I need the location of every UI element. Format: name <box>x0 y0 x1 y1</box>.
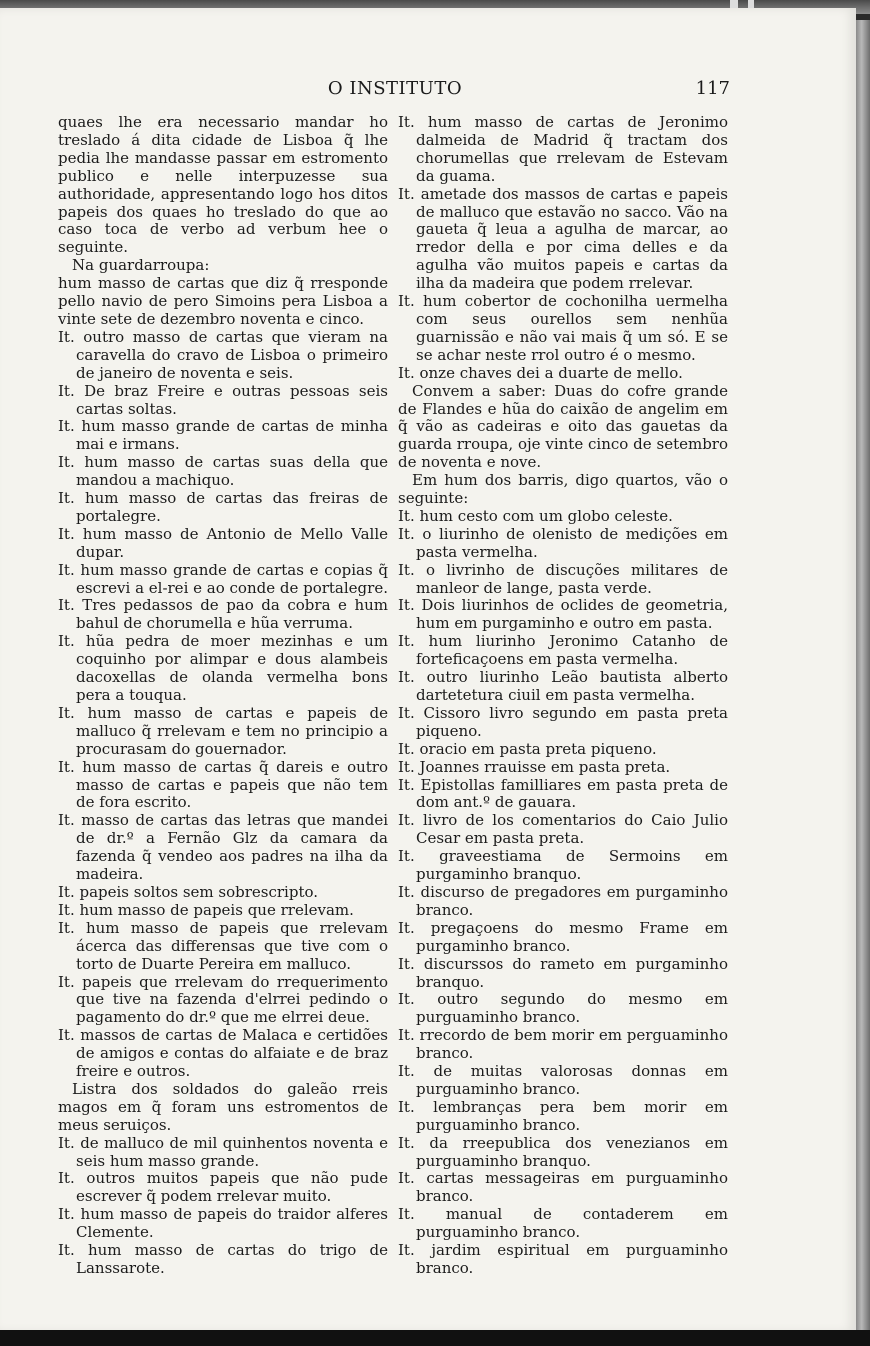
inventory-entry: It. outros muitos papeis que não pude escrever q̃ podem rrelevar muito. <box>58 1169 388 1206</box>
inventory-entry: It. hũa pedra de moer mezinhas e um coquinho por alimpar e dous alambeis dacoxellas de olanda vermelha bons pera a touqua. <box>58 632 388 704</box>
inventory-entry: It. discurssos do rameto em purgaminho branquo. <box>398 954 728 991</box>
inventory-entry: It. lembranças pera bem morir em purguaminho branco. <box>398 1097 728 1134</box>
inventory-entry: It. ametade dos massos de cartas e papeis de malluco que estavão no sacco. Vão na gaueta q̃ leua a agulha de marcar, ao rredor della e por cima delles e da agulha vão muitos papeis e cartas da ilha da madeira que podem rrelevar. <box>398 184 728 293</box>
paragraph: Convem a saber: Duas do cofre grande de Flandes e hũa do caixão de angelim em q̃ vão as cadeiras e oito das gauetas da guarda rroupa, oje vinte cinco de setembro de noventa e nove. <box>398 381 728 472</box>
inventory-entry: It. onze chaves dei a duarte de mello. <box>398 363 683 382</box>
paragraph: Listra dos soldados do galeão rreis magos em q̃ foram uns estromentos de meus seruiços. <box>58 1079 388 1134</box>
inventory-entry: It. hum masso de papeis que rrelevam ácerca das differensas que tive com o torto de Duarte Pereira em malluco. <box>58 918 388 973</box>
inventory-entry: It. da rreepublica dos venezianos em purguaminho branquo. <box>398 1133 728 1170</box>
inventory-entry: It. graveestiama de Sermoins em purgaminho branquo. <box>398 847 728 884</box>
right-text-column <box>398 114 728 1278</box>
paragraph: hum masso de cartas que diz q̃ rresponde pello navio de pero Simoins pera Lisboa a vinte sete de dezembro noventa e cinco. <box>58 274 388 328</box>
inventory-entry: It. oracio em pasta preta piqueno. <box>398 739 657 758</box>
inventory-entry: It. hum masso grande de cartas de minha mai e irmans. <box>58 417 388 454</box>
running-title: O INSTITUTO <box>327 78 463 99</box>
left-text-column <box>58 114 388 1278</box>
inventory-entry: It. hum masso de papeis do traidor alferes Clemente. <box>58 1205 388 1242</box>
inventory-entry: It. hum cesto com um globo celeste. <box>398 506 673 525</box>
inventory-entry: It. hum masso de cartas das freiras de portalegre. <box>58 489 388 525</box>
page-header <box>60 78 730 104</box>
inventory-entry: It. hum masso grande de cartas e copias q̃ escrevi a el-rei e ao conde de portalegre. <box>58 560 388 597</box>
inventory-entry: It. hum masso de papeis que rrelevam. <box>58 900 354 919</box>
inventory-entry: It. masso de cartas das letras que mandei de dr.º a Fernão Glz da camara da fazenda q̃ vendeo aos padres na ilha da madeira. <box>58 811 388 884</box>
inventory-entry: It. hum masso de cartas e papeis de malluco q̃ rrelevam e tem no principio a procurasam do gouernador. <box>58 703 388 758</box>
paragraph: quaes lhe era necessario mandar ho treslado á dita cidade de Lisboa q̃ lhe pedia lhe mandasse passar em estromento publico e nelle interpuzesse sua authoridade, appresentando logo hos ditos papeis dos quaes ho treslado do que ao caso toca de verbo ad verbum hee o seguinte. <box>58 113 388 257</box>
inventory-entry: It. Joannes rrauisse em pasta preta. <box>398 757 671 776</box>
inventory-entry: It. hum masso de cartas de Jeronimo dalmeida de Madrid q̃ tractam dos chorumellas que rrelevam de Estevam da guama. <box>398 113 728 185</box>
inventory-entry: It. de malluco de mil quinhentos noventa e seis hum masso grande. <box>58 1133 388 1170</box>
inventory-entry: It. massos de cartas de Malaca e certidões de amigos e contas do alfaiate e de braz freire e outros. <box>58 1026 388 1081</box>
book-spine-edge <box>856 20 870 1332</box>
inventory-entry: It. papeis soltos sem sobrescripto. <box>58 882 319 901</box>
inventory-entry: It. Cissoro livro segundo em pasta preta piqueno. <box>398 703 728 740</box>
inventory-entry: It. pregaçoens do mesmo Frame em purgaminho branco. <box>398 918 728 955</box>
inventory-entry: It. jardim espiritual em purguaminho branco. <box>398 1241 728 1277</box>
inventory-entry: It. manual de contaderem em purguaminho branco. <box>398 1205 728 1242</box>
inventory-entry: It. hum liurinho Jeronimo Catanho de forteficaçoens em pasta vermelha. <box>398 632 728 669</box>
inventory-entry: It. Dois liurinhos de oclides de geometria, hum em purgaminho e outro em pasta. <box>398 596 728 633</box>
scan-bottom-edge <box>0 1330 870 1346</box>
paragraph: Na guardarroupa: <box>72 256 210 275</box>
page-number: 117 <box>695 78 730 99</box>
inventory-entry: It. Epistollas familliares em pasta preta de dom ant.º de gauara. <box>398 775 728 812</box>
inventory-entry: It. outro liurinho Leão bautista alberto dartetetura ciuil em pasta vermelha. <box>398 668 728 704</box>
paragraph: Em hum dos barris, digo quartos, vão o seguinte: <box>398 471 728 508</box>
inventory-entry: It. outro segundo do mesmo em purguaminho branco. <box>398 990 728 1027</box>
inventory-entry: It. de muitas valorosas donnas em purguaminho branco. <box>398 1062 728 1098</box>
inventory-entry: It. o liurinho de olenisto de medições em pasta vermelha. <box>398 524 728 561</box>
inventory-entry: It. cartas messageiras em purguaminho branco. <box>398 1169 728 1206</box>
inventory-entry: It. hum masso de cartas suas della que mandou a machiquo. <box>58 453 388 490</box>
inventory-entry: It. hum masso de Antonio de Mello Valle dupar. <box>58 524 388 561</box>
inventory-entry: It. livro de los comentarios do Caio Julio Cesar em pasta preta. <box>398 811 728 848</box>
inventory-entry: It. Tres pedassos de pao da cobra e hum bahul de chorumella e hũa verruma. <box>58 596 388 633</box>
inventory-entry: It. hum masso de cartas do trigo de Lanssarote. <box>58 1241 388 1277</box>
inventory-entry: It. hum cobertor de cochonilha uermelha com seus ourellos sem nenhũa guarnissão e não vai mais q̃ um só. E se se achar neste rrol outro é o mesmo. <box>398 292 728 364</box>
inventory-entry: It. papeis que rrelevam do rrequerimento que tive na fazenda d'elrrei pedindo o pagamento do dr.º que me elrrei deue. <box>58 972 388 1027</box>
inventory-entry: It. outro masso de cartas que vieram na caravella do cravo de Lisboa o primeiro de janeiro de noventa e seis. <box>58 327 388 382</box>
inventory-entry: It. hum masso de cartas q̃ dareis e outro masso de cartas e papeis que não tem de fora escrito. <box>58 757 388 812</box>
inventory-entry: It. discurso de pregadores em purgaminho branco. <box>398 882 728 919</box>
inventory-entry: It. o livrinho de discuções militares de manleor de lange, pasta verde. <box>398 560 728 597</box>
inventory-entry: It. rrecordo de bem morir em perguaminho branco. <box>398 1026 728 1063</box>
inventory-entry: It. De braz Freire e outras pessoas seis cartas soltas. <box>58 381 388 418</box>
